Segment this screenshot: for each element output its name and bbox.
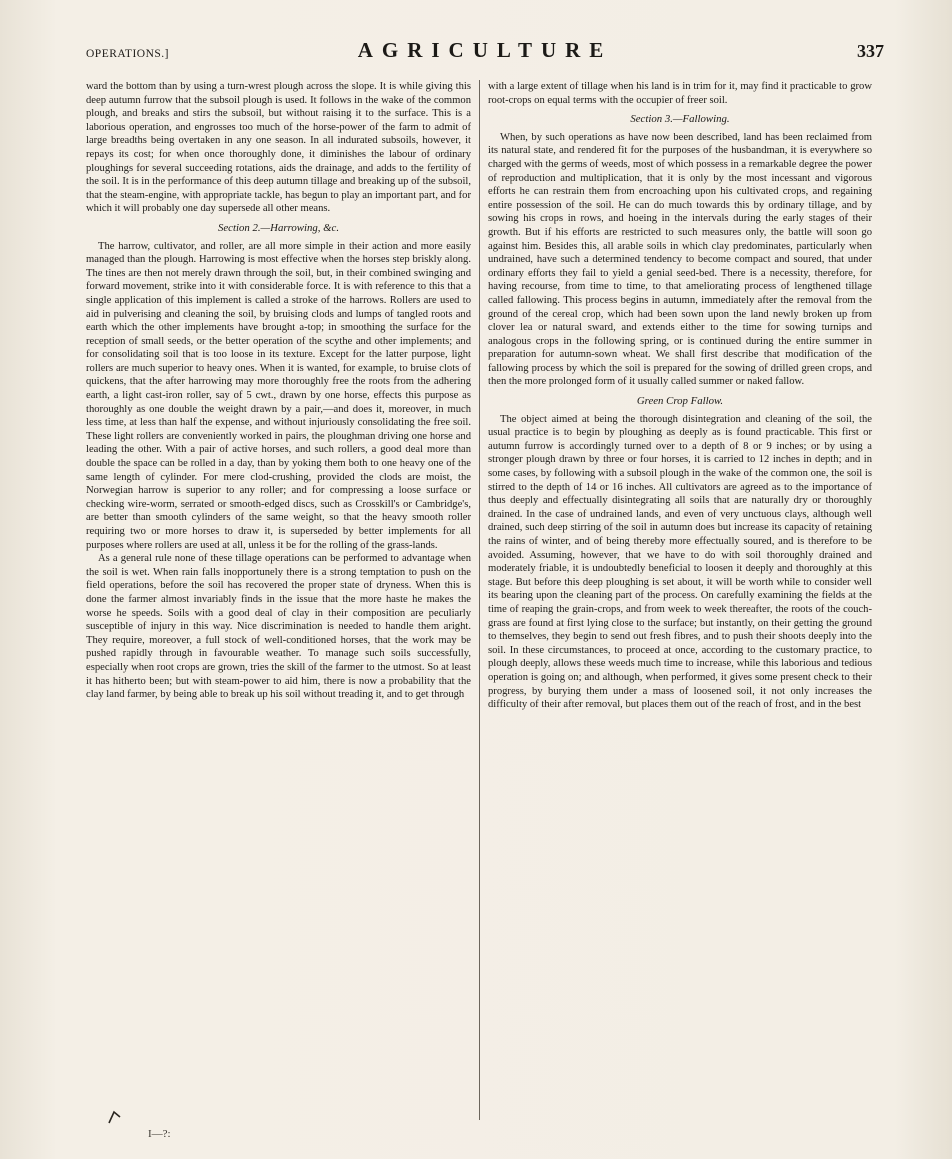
section-heading: Section 2.—Harrowing, &c. — [217, 221, 340, 234]
text-columns — [86, 80, 884, 1120]
paragraph: with a large extent of tillage when his land is in trim for it, may find it practicable to grow root-crops on equal terms with the occupier of freer soil. — [488, 81, 872, 106]
section-heading: Section 3.—Fallowing. — [630, 113, 730, 126]
left-column — [86, 80, 479, 1120]
margin-mark-icon — [106, 1108, 124, 1126]
paragraph: As a general rule none of these tillage operations can be performed to advantage when the soil is wet. When rain falls inopportunely there is a strong temptation to push on the field operations, before the soil has recovered the proper state of dryness. When this is done the farmer almost invariably finds in the issue that the more haste he makes the worse he speeds. Soils with a good deal of clay in their composition are peculiarly susceptible of injury in this way. Nice discrimination is needed to handle them aright. They require, moreover, a full stock of well-conditioned horses, that the work may be pushed rapidly through in favourable weather. To manage such soils successfully, especially when root crops are grown, tries the skill of the farmer to the utmost. So at least it has hitherto been; but with steam-power to aid him, there is now a probability that the clay land farmer, by being able to break up his soil without treading it, and to get through — [86, 553, 471, 701]
section-label: OPERATIONS.] — [86, 48, 169, 60]
signature-mark: I—?: — [148, 1128, 171, 1140]
running-header — [86, 38, 884, 72]
paragraph: ward the bottom than by using a turn-wrest plough across the slope. It is while giving this deep autumn furrow that the subsoil plough is used. It follows in the wake of the common plough, and breaks and stirs the subsoil, but without raising it to the surface. This is a laborious operation, and engrosses too much of the horse-power of the farm to admit of large breadths being overtaken in any one season. In all indurated subsoils, however, it repays its cost; for when once thoroughly done, it diminishes the labour of ordinary ploughings for several succeeding rotations, aids the drainage, and adds to the fertility of the soil. It is in the performance of this deep autumn tillage and breaking up of the subsoil, that the steam-engine, with appropriate tackle, has begun to play an important part, and for which it will probably one day supersede all other means. — [86, 81, 471, 215]
paragraph: When, by such operations as have now been described, land has been reclaimed from its natural state, and rendered fit for the purposes of the husbandman, it is everywhere so charged with the germs of weeds, most of which possess in a remarkable degree the power of reproduction and multiplication, that it is only by the most incessant and vigorous efforts he can restrain them from encroaching upon his cultivated crops, and regaining entire possession of the soil. He can do much towards this by ordinary tillage, and by sowing his crops in rows, and hoeing in the intervals during the early stages of their growth. But if his efforts are restricted to such measures only, the battle will soon go against him. Besides this, all arable soils in which clay predominates, particularly when undrained, have such a determined tendency to become compact and soured, that under ordinary efforts they fail to yield a genial seed-bed. There is a necessity, therefore, for having recourse, from time to time, to that ameliorating process of lengthened tillage called fallowing. This process begins in autumn, immediately after the removal from the ground of the cereal crop, which had been sown upon the land newly broken up from clover lea or natural sward, and extends either to the time for sowing turnips and analogous crops in the following spring, or is continued during the entire summer in preparation for autumn-sown wheat. We shall first describe that modification of the fallowing process by which the soil is prepared for the sowing of drilled green crops, and then the more prolonged form of it usually called summer or naked fallow. — [488, 131, 872, 388]
page-number: 337 — [857, 41, 884, 61]
paragraph: The object aimed at being the thorough disintegration and cleaning of the soil, the usual practice is to begin by ploughing as deeply as is found practicable. This first or autumn furrow is accordingly turned over to a depth of 8 or 9 inches; or by using a stronger plough drawn by three or four horses, it is carried to 12 inches in depth; and in some cases, by following with a subsoil plough in the wake of the common one, the soil is stirred to the depth of 14 or 16 inches. All cultivators are agreed as to the importance of thus deeply and effectually disintegrating all soils that are naturally dry or thoroughly drained. In the case of undrained lands, and even of very unctuous clays, although well drained, such deep stirring of the soil in autumn does but increase its capacity of retaining the rains of winter, and of being thereby more effectually soured, and is therefore to be avoided. Assuming, however, that we have to do with soil thoroughly drained and moderately friable, it is undoubtedly beneficial to loosen it deeply and thoroughly at this stage. But before this deep ploughing is set about, it will be worth while to consider well its bearing upon the cleaning part of the process. On carefully examining the fields at the time of reaping the grain-crops, and from week to week thereafter, the roots of the couch-grass are found at first lying close to the surface; but instantly, on their getting the ground to themselves, they begin to send out fresh fibres, and to push their shoots deeply into the soil. In these circumstances, to proceed at once, according to the customary practice, to plough deeply, allows these weeds much time to increase, while this laborious and tedious operation is going on; and although, when performed, it gives some present check to their progress, by burying them under a mass of loosened soil, it not only increases the difficulty of their after removal, but places them out of the reach of frost, and in the best — [488, 413, 872, 711]
paragraph: The harrow, cultivator, and roller, are all more simple in their action and more easily managed than the plough. Harrowing is most effective when the horses step briskly along. The tines are then not merely drawn through the soil, but, in their combined swinging and forward movement, strike into it with considerable force. It is with reference to this that a single application of this implement is called a stroke of the harrows. Rollers are used to aid in pulverising and cleaning the soil, by bruising clods and lumps of tangled roots and earth which the other implements have brought a-top; in smoothing the surface for the reception of small seeds, or the better operation of the scythe and other implements; and for consolidating soil that is too loose in its texture. Except for the latter purpose, light rollers are much superior to heavy ones. When it is wanted, for example, to bruise clots of quickens, that the after harrowing may more thoroughly free the roots from the adhering earth, a light cast-iron roller, say of 5 cwt., drawn by one horse, effects this purpose as thoroughly as one double the weight drawn by a pair,—and does it, moreover, in much less time, at less than half the expense, and without injuriously consolidating the free soil. These light rollers are conveniently worked in pairs, the ploughman driving one horse and leading the other. With a pair of active horses, and such rollers, a good deal more than double the space can be rolled in a day, than by yoking them both to one heavy one of the same length of cylinder. For mere clod-crushing, provided the clods are moist, the Norwegian harrow is superior to any roller; and for compressing a loose surface or checking wire-worm, serrated or smooth-edged discs, such as Crosskill's or Cambridge's, are better than smooth cylinders of the same weight, so that the heavy smooth roller requiring two or more horses to draw it, is superseded by better implements for all purposes where rollers are used at all, unless it be for the rolling of the grass-lands. — [86, 240, 471, 551]
page-title: AGRICULTURE — [357, 38, 613, 62]
section-heading: Green Crop Fallow. — [636, 395, 724, 408]
right-column — [479, 80, 872, 1120]
